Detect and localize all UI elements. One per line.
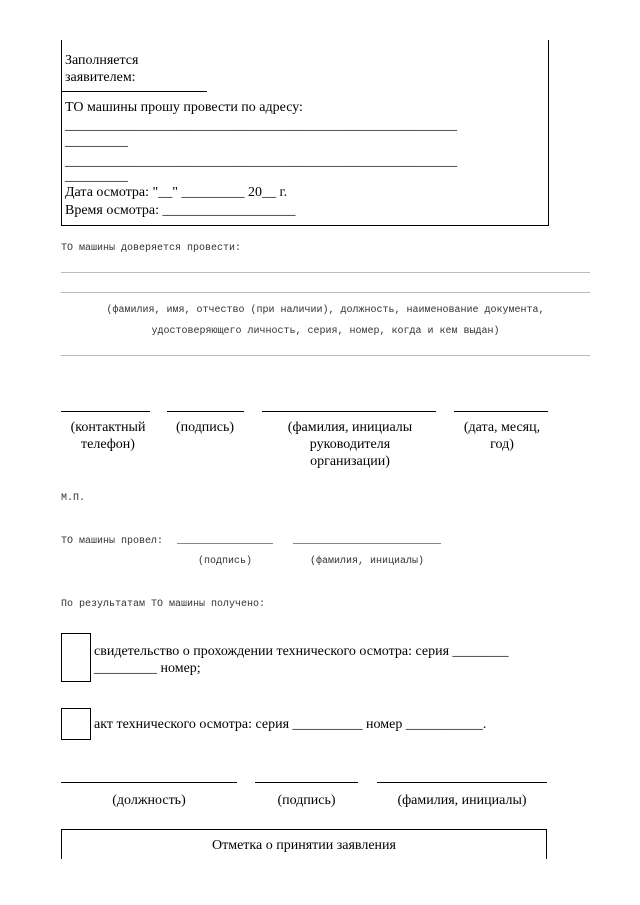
act-line: акт технического осмотра: серия __________ номер ___________. [94,717,487,732]
trust-label: ТО машины доверяется провести: [61,243,242,254]
phone-caption: (контактный телефон) [70,420,146,452]
performed-name-line [293,543,441,544]
performed-signature-caption: (подпись) [197,556,252,567]
performed-signature-line [177,543,273,544]
final-signature-caption: (подпись) [277,793,336,808]
applicant-title-underline [61,91,207,92]
acceptance-title: Отметка о принятии заявления [212,838,396,853]
inspection-time: Время осмотра: ___________________ [65,203,296,218]
applicant-box-left-border [61,40,62,226]
applicant-box-bottom-border [61,225,549,226]
date-line [454,411,548,412]
address-line-1: ________________________________________________________ [65,118,457,133]
head-name-caption: (фамилия, инициалы руководителя организации) [287,420,413,469]
act-checkbox[interactable] [61,708,91,740]
date-caption: (дата, месяц, год) [463,420,541,452]
address-line-4: _________ [65,169,128,184]
phone-line [61,411,150,412]
address-line-3: ________________________________________________________ [65,154,457,169]
performed-name-caption: (фамилия, инициалы) [309,556,425,567]
certificate-line1: свидетельство о прохождении технического осмотра: серия ________ [94,644,509,659]
applicant-title-line2: заявителем: [65,70,136,85]
trust-caption-line2: удостоверяющего личность, серия, номер, когда и кем выдан) [151,326,500,337]
applicant-box-right-border [548,40,549,226]
certificate-line2: _________ номер; [94,661,201,676]
trust-caption-line1: (фамилия, имя, отчество (при наличии), должность, наименование документа, [106,305,545,316]
certificate-checkbox[interactable] [61,633,91,682]
final-name-caption: (фамилия, инициалы) [397,793,527,808]
final-signature-line [255,782,358,783]
trust-fill-line-2 [61,292,590,293]
signature-line [167,411,244,412]
address-line-2: _________ [65,134,128,149]
head-name-line [262,411,436,412]
stamp-label: М.П. [61,493,86,504]
trust-fill-line-3 [61,355,590,356]
position-line [61,782,237,783]
position-caption: (должность) [112,793,186,808]
trust-fill-line-1 [61,272,590,273]
inspection-date: Дата осмотра: "__" _________ 20__ г. [65,185,288,200]
results-label: По результатам ТО машины получено: [61,599,266,610]
applicant-title-line1: Заполняется [65,53,139,68]
final-name-line [377,782,547,783]
acceptance-box-top-border [61,829,547,830]
performed-label: ТО машины провел: [61,536,164,547]
address-label: ТО машины прошу провести по адресу: [65,100,303,115]
signature-caption: (подпись) [175,420,235,435]
